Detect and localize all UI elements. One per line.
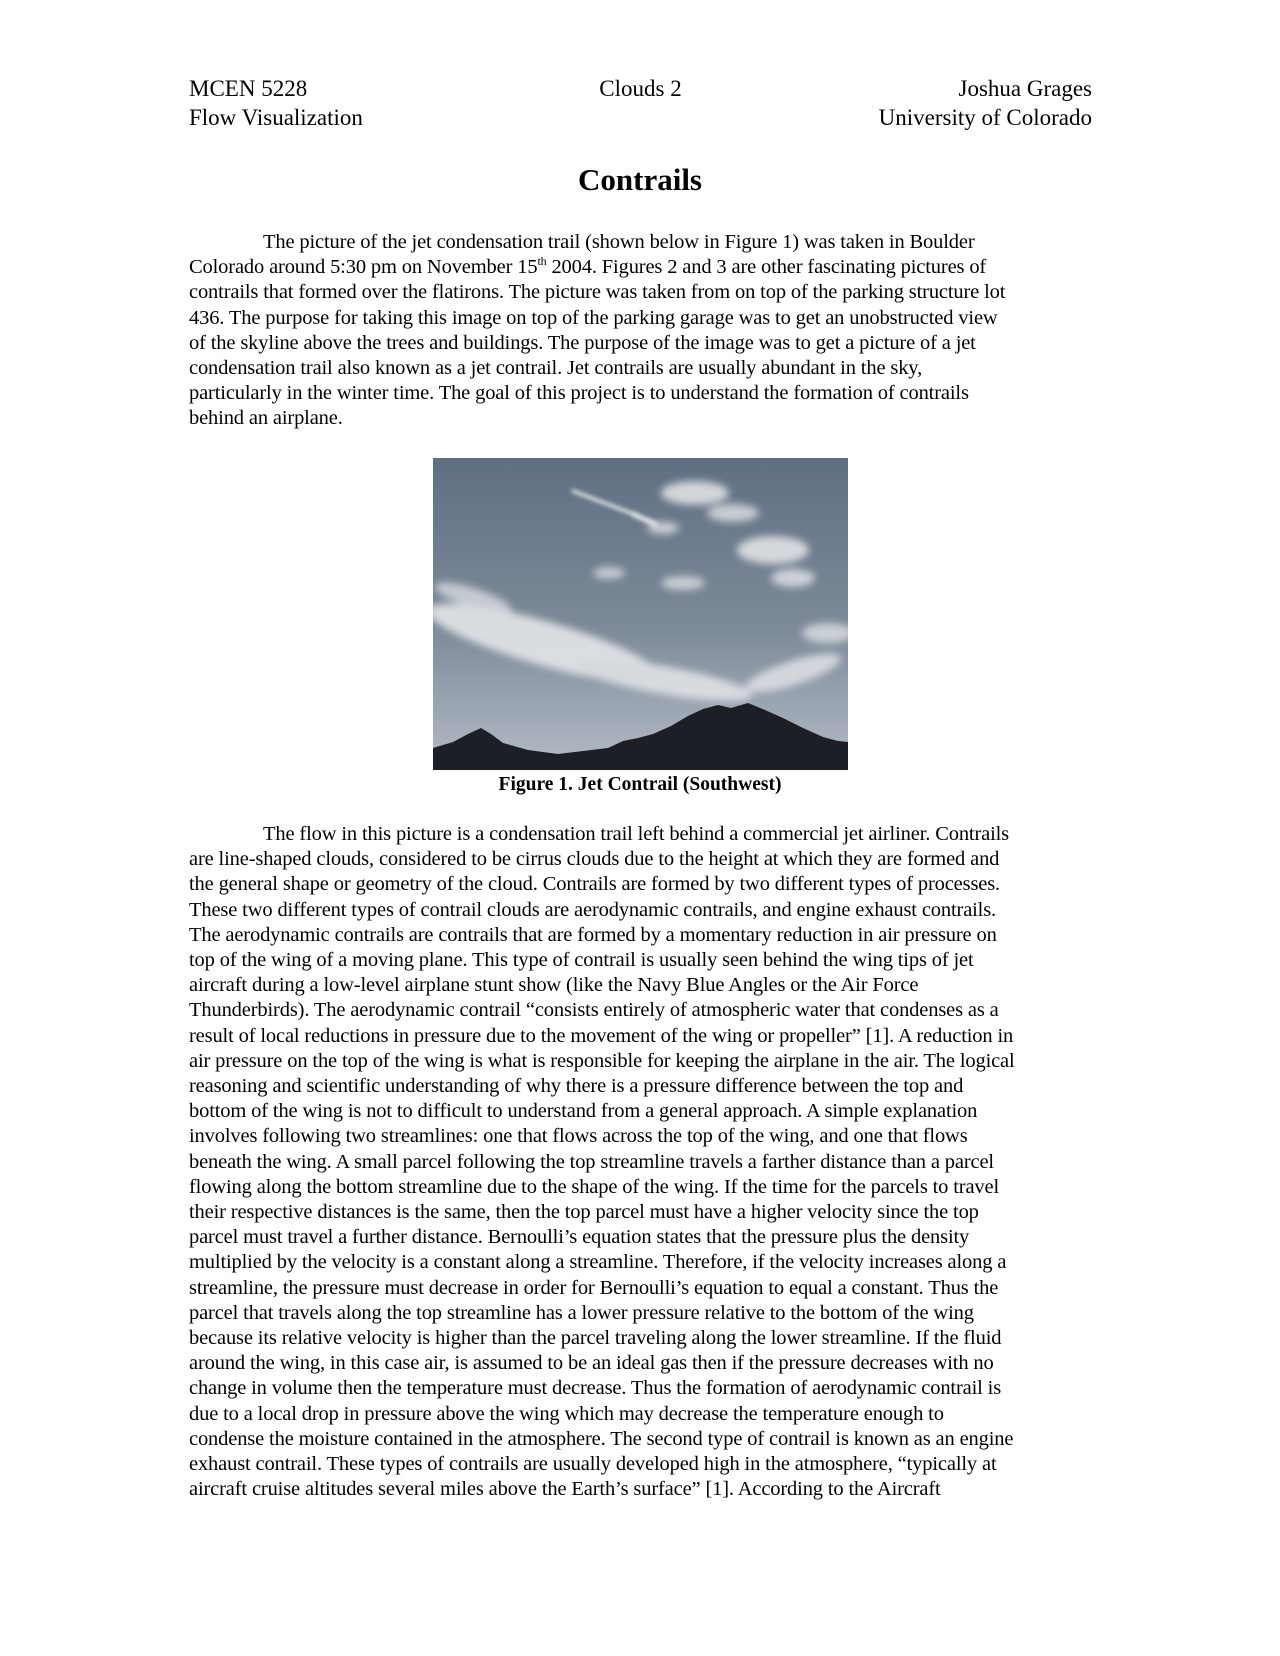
paragraph-line: bottom of the wing is not to difficult to understand from a general approach. A simple explanation [189,1100,978,1123]
paragraph-line: Thunderbirds). The aerodynamic contrail “consists entirely of atmospheric water that condenses as a [189,999,999,1022]
paragraph-line: parcel must travel a further distance. Bernoulli’s equation states that the pressure plus the density [189,1226,970,1249]
paragraph-line: beneath the wing. A small parcel following the top streamline travels a farther distance than a parcel [189,1150,994,1173]
course-number: MCEN 5228 [189,76,308,101]
paragraph-line: condense the moisture contained in the atmosphere. The second type of contrail is known as an engine [189,1427,1014,1450]
paragraph-line: These two different types of contrail clouds are aerodynamic contrails, and engine exhaust contrails. [189,898,997,921]
intro-paragraph [189,230,1099,432]
paragraph-line: air pressure on the top of the wing is what is responsible for keeping the airplane in the air. The logical [189,1049,1015,1072]
paragraph-line: because its relative velocity is higher than the parcel traveling along the lower streamline. If the fluid [189,1327,1002,1350]
line-text: Colorado around 5:30 pm on November 15 [189,256,538,279]
course-subject: Flow Visualization [189,105,363,130]
paragraph-line: aircraft during a low-level airplane stunt show (like the Navy Blue Angles or the Air Force [189,974,919,997]
paragraph-line: parcel that travels along the top streamline has a lower pressure relative to the bottom of the wing [189,1301,974,1324]
paragraph-line: condensation trail also known as a jet contrail. Jet contrails are usually abundant in the sky, [189,357,923,380]
paragraph-line: due to a local drop in pressure above the wing which may decrease the temperature enough to [189,1402,944,1425]
author-name: Joshua Grages [958,76,1092,101]
paragraph-line: the general shape or geometry of the cloud. Contrails are formed by two different types of processes. [189,873,1001,896]
body-paragraph [189,822,1099,1502]
paragraph-line: The flow in this picture is a condensation trail left behind a commercial jet airliner. Contrails [263,823,1010,845]
assignment-name: Clouds 2 [599,76,682,101]
paragraph-line: multiplied by the velocity is a constant along a streamline. Therefore, if the velocity increases along a [189,1251,1007,1274]
paragraph-line: 436. The purpose for taking this image on top of the parking garage was to get an unobstructed view [189,306,998,329]
paragraph-line: The aerodynamic contrails are contrails that are formed by a momentary reduction in air pressure on [189,923,997,946]
paragraph-line: change in volume then the temperature must decrease. Thus the formation of aerodynamic contrail is [189,1377,1002,1400]
header-row-1 [189,74,1092,103]
paragraph-line: of the skyline above the trees and buildings. The purpose of the image was to get a picture of a jet [189,331,976,354]
paragraph-line: aircraft cruise altitudes several miles above the Earth’s surface” [1]. According to the Aircraft [189,1478,941,1501]
paragraph-line: exhaust contrail. These types of contrails are usually developed high in the atmosphere, “typically at [189,1453,997,1476]
paragraph-line: top of the wing of a moving plane. This type of contrail is usually seen behind the wing tips of jet [189,949,974,972]
paragraph-line: streamline, the pressure must decrease in order for Bernoulli’s equation to equal a constant. Thus the [189,1276,999,1299]
contrail-photo [433,458,848,770]
paragraph-line: around the wing, in this case air, is assumed to be an ideal gas then if the pressure decreases with no [189,1352,994,1375]
page-header [189,74,1092,132]
school-name: University of Colorado [878,105,1092,130]
paragraph-line: The picture of the jet condensation trail (shown below in Figure 1) was taken in Boulder [263,231,975,253]
paragraph-line: their respective distances is the same, then the top parcel must have a higher velocity since the top [189,1201,979,1224]
paragraph-line: are line-shaped clouds, considered to be cirrus clouds due to the height at which they are formed and [189,848,1000,871]
figure-caption: Figure 1. Jet Contrail (Southwest) [498,774,782,795]
paragraph-line: flowing along the bottom streamline due to the shape of the wing. If the time for the parcels to travel [189,1175,1000,1198]
paragraph-line [189,255,1099,280]
header-row-2 [189,103,1092,132]
line-text: 2004. Figures 2 and 3 are other fascinating pictures of [546,256,987,279]
paragraph-line: result of local reductions in pressure due to the movement of the wing or propeller” [1]. A reduction in [189,1024,1014,1047]
ordinal-suffix: th [537,254,547,269]
paragraph-line: particularly in the winter time. The goal of this project is to understand the formation of contrails [189,382,969,405]
contrail-photo-image [433,458,848,770]
paragraph-line: contrails that formed over the flatirons. The picture was taken from on top of the parking structure lot [189,281,1006,304]
paragraph-line: reasoning and scientific understanding of why there is a pressure difference between the top and [189,1075,964,1098]
paragraph-line: involves following two streamlines: one that flows across the top of the wing, and one that flows [189,1125,968,1148]
paragraph-line: behind an airplane. [189,407,343,430]
document-title: Contrails [578,162,702,197]
